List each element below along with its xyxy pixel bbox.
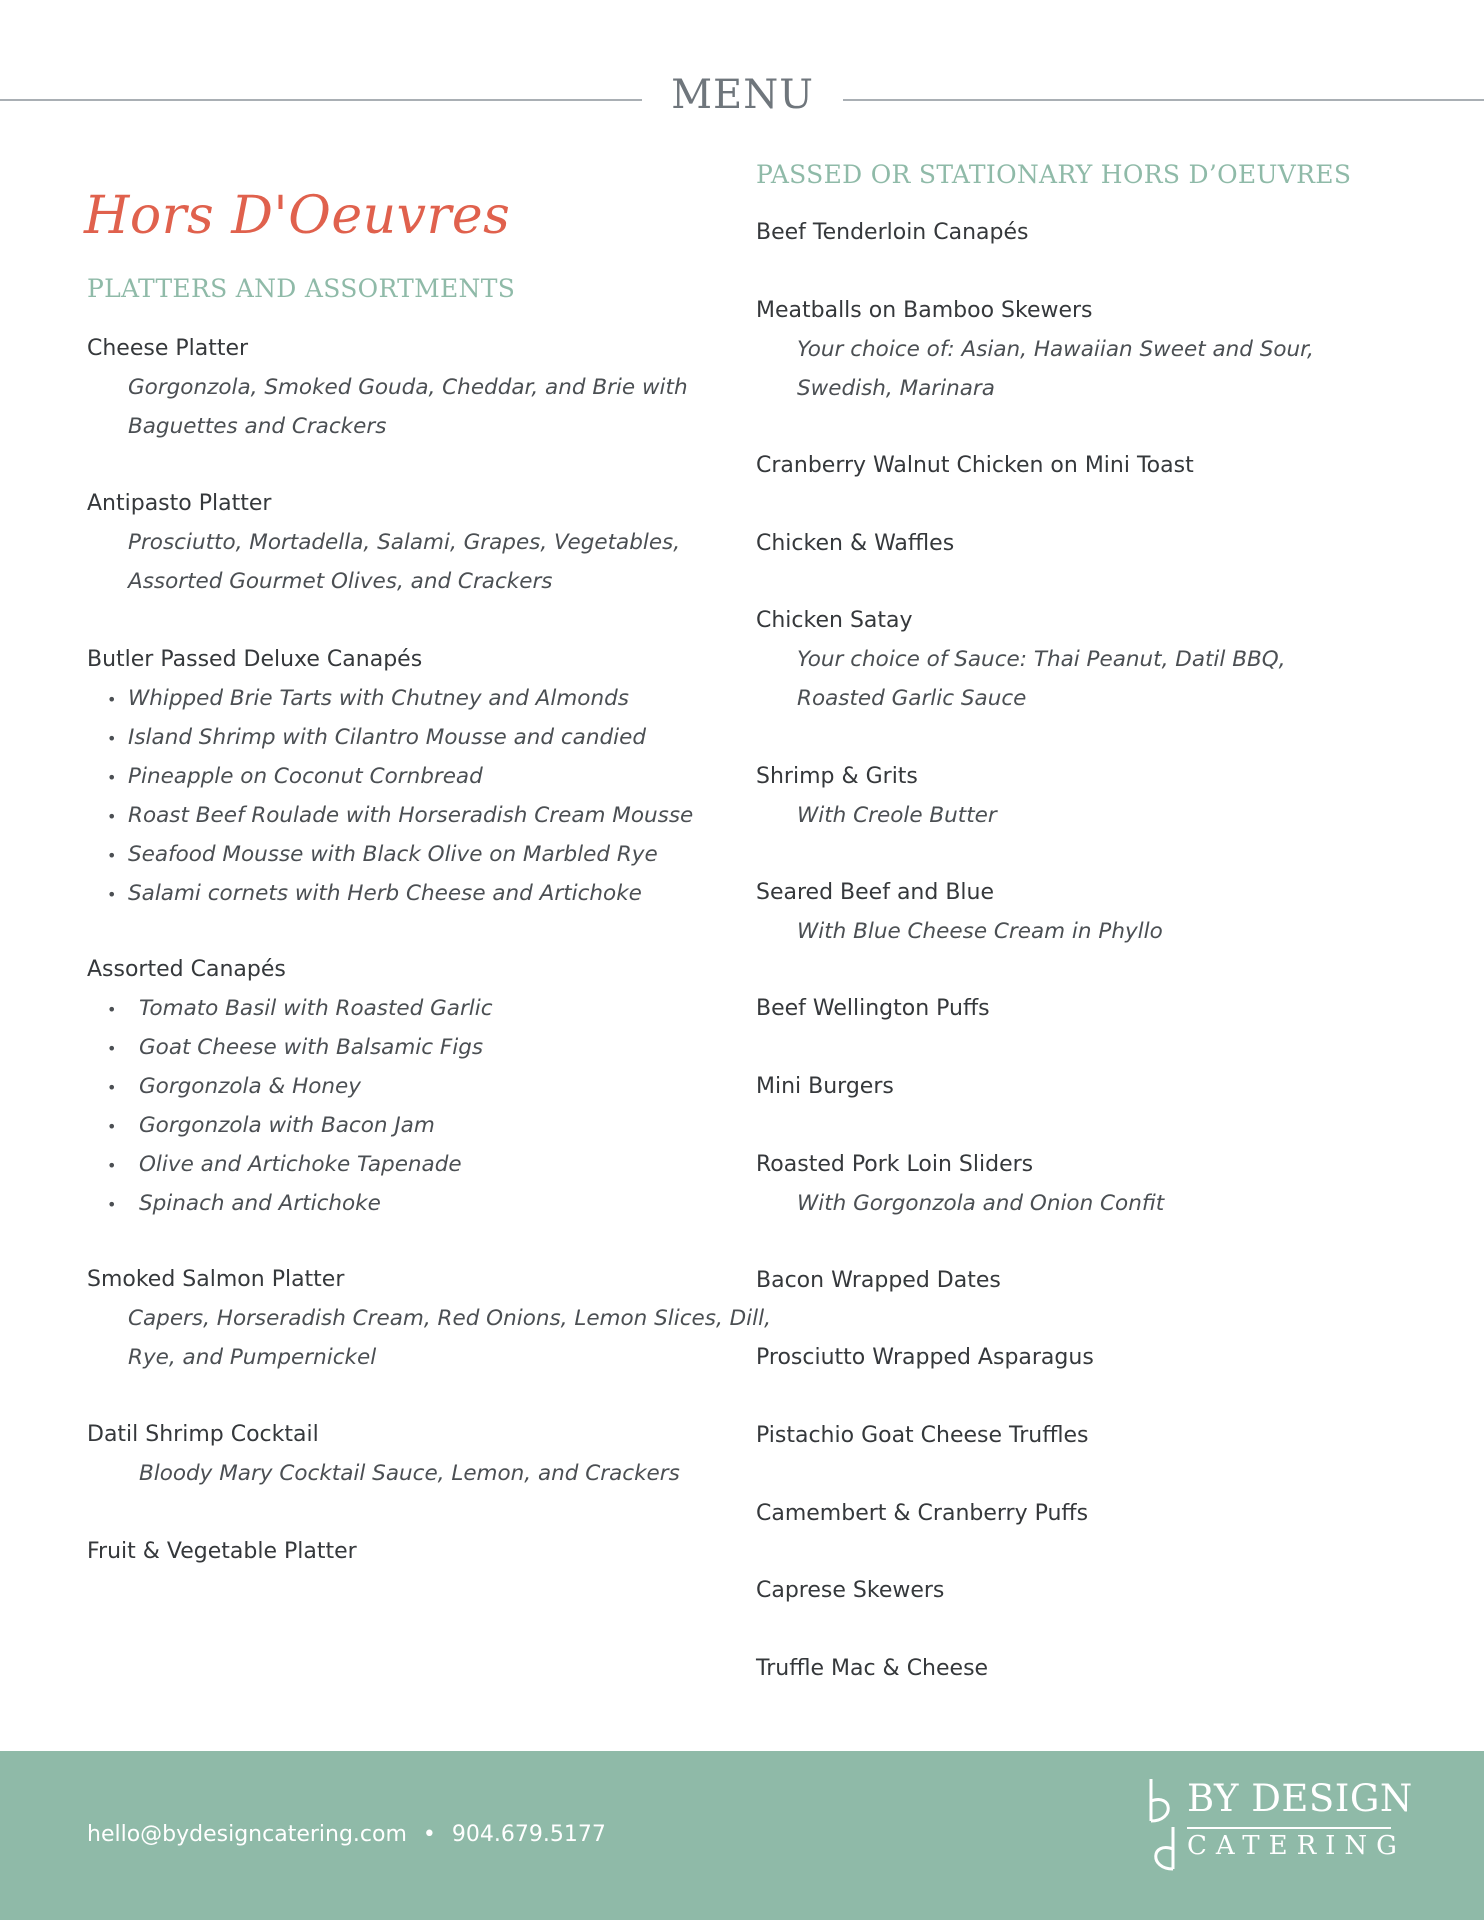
bullet-dot: • — [107, 1039, 117, 1058]
menu-item-desc: Capers, Horseradish Cream, Red Onions, Lemon Slices, Dill, — [128, 1306, 771, 1331]
brand-logo — [1145, 1773, 1413, 1873]
bullet-item: Goat Cheese with Balsamic Figs — [139, 1035, 484, 1060]
bullet-item: Roast Beef Roulade with Horseradish Cream Mousse — [128, 803, 694, 828]
bullet-item: Island Shrimp with Cilantro Mousse and candied — [128, 725, 646, 750]
header-rule-left — [0, 99, 642, 101]
bullet-item: Tomato Basil with Roasted Garlic — [139, 996, 493, 1021]
logo-name: BY DESIGN — [1187, 1777, 1413, 1820]
menu-item-desc: With Creole Butter — [797, 803, 997, 828]
menu-item-desc: Your choice of Sauce: Thai Peanut, Datil BBQ, — [797, 647, 1286, 672]
menu-item: Truffle Mac & Cheese — [756, 1656, 989, 1681]
bullet-item: Seafood Mousse with Black Olive on Marbled Rye — [128, 842, 658, 867]
bullet-dot: • — [107, 846, 117, 865]
menu-header — [0, 68, 1484, 128]
menu-item: Camembert & Cranberry Puffs — [756, 1501, 1089, 1526]
menu-item: Antipasto Platter — [87, 491, 272, 516]
page-title: MENU — [671, 72, 814, 118]
menu-item: Meatballs on Bamboo Skewers — [756, 298, 1093, 323]
bullet-item: Pineapple on Coconut Cornbread — [128, 764, 483, 789]
bullet-item: Gorgonzola with Bacon Jam — [139, 1113, 435, 1138]
bullet-dot: • — [107, 690, 117, 709]
logo-rule — [1187, 1827, 1391, 1829]
footer-bar — [0, 1751, 1484, 1920]
menu-item: Smoked Salmon Platter — [87, 1267, 345, 1292]
menu-item: Bacon Wrapped Dates — [756, 1268, 1001, 1293]
menu-item-desc: Your choice of: Asian, Hawaiian Sweet and Sour, — [797, 337, 1314, 362]
menu-item: Fruit & Vegetable Platter — [87, 1539, 357, 1564]
passed-heading: PASSED OR STATIONARY HORS D’OEUVRES — [756, 160, 1352, 189]
bullet-item: Spinach and Artichoke — [139, 1191, 381, 1216]
phone-link[interactable]: 904.679.5177 — [451, 1822, 606, 1847]
bullet-dot: • — [107, 1117, 117, 1136]
menu-item-desc: Baguettes and Crackers — [128, 414, 387, 439]
bullet-item: Whipped Brie Tarts with Chutney and Almonds — [128, 686, 629, 711]
contact-separator: • — [422, 1822, 436, 1847]
bullet-dot: • — [107, 1156, 117, 1175]
bullet-item: Olive and Artichoke Tapenade — [139, 1152, 462, 1177]
bd-monogram-icon — [1145, 1775, 1179, 1871]
menu-item: Roasted Pork Loin Sliders — [756, 1152, 1034, 1177]
bullet-dot: • — [107, 729, 117, 748]
menu-item: Cheese Platter — [87, 336, 249, 361]
menu-item: Shrimp & Grits — [756, 764, 918, 789]
menu-item: Cranberry Walnut Chicken on Mini Toast — [756, 453, 1194, 478]
menu-item: Prosciutto Wrapped Asparagus — [756, 1345, 1094, 1370]
menu-item: Butler Passed Deluxe Canapés — [87, 647, 423, 672]
menu-item-desc: Assorted Gourmet Olives, and Crackers — [128, 569, 553, 594]
menu-item: Chicken Satay — [756, 608, 913, 633]
menu-item-desc: Rye, and Pumpernickel — [128, 1345, 377, 1370]
menu-item-desc: Gorgonzola, Smoked Gouda, Cheddar, and Brie with — [128, 375, 688, 400]
email-link[interactable]: hello@bydesigncatering.com — [87, 1822, 407, 1847]
menu-item: Datil Shrimp Cocktail — [87, 1422, 319, 1447]
menu-item: Seared Beef and Blue — [756, 880, 995, 905]
logo-subtitle: CATERING — [1187, 1831, 1406, 1861]
header-rule-right — [843, 99, 1484, 101]
menu-item-desc: Swedish, Marinara — [797, 376, 995, 401]
bullet-dot: • — [107, 807, 117, 826]
menu-item-desc: Roasted Garlic Sauce — [797, 686, 1027, 711]
menu-item: Beef Wellington Puffs — [756, 996, 990, 1021]
bullet-dot: • — [107, 1000, 117, 1019]
menu-item-desc: With Gorgonzola and Onion Confit — [797, 1191, 1165, 1216]
menu-item-desc: With Blue Cheese Cream in Phyllo — [797, 919, 1163, 944]
bullet-dot: • — [107, 885, 117, 904]
bullet-item: Salami cornets with Herb Cheese and Artichoke — [128, 881, 642, 906]
menu-item-desc: Prosciutto, Mortadella, Salami, Grapes, Vegetables, — [128, 530, 681, 555]
menu-item: Beef Tenderloin Canapés — [756, 220, 1029, 245]
menu-item: Caprese Skewers — [756, 1578, 945, 1603]
menu-item: Pistachio Goat Cheese Truffles — [756, 1423, 1089, 1448]
bullet-dot: • — [107, 1078, 117, 1097]
section-script-title: Hors D'Oeuvres — [84, 186, 511, 246]
menu-item: Assorted Canapés — [87, 957, 286, 982]
bullet-dot: • — [107, 768, 117, 787]
platters-heading: PLATTERS AND ASSORTMENTS — [87, 274, 516, 303]
menu-item: Chicken & Waffles — [756, 531, 955, 556]
bullet-item: Gorgonzola & Honey — [139, 1074, 362, 1099]
contact-info — [87, 1822, 606, 1847]
menu-item: Mini Burgers — [756, 1074, 894, 1099]
menu-item-desc: Bloody Mary Cocktail Sauce, Lemon, and Crackers — [139, 1461, 680, 1486]
bullet-dot: • — [107, 1195, 117, 1214]
